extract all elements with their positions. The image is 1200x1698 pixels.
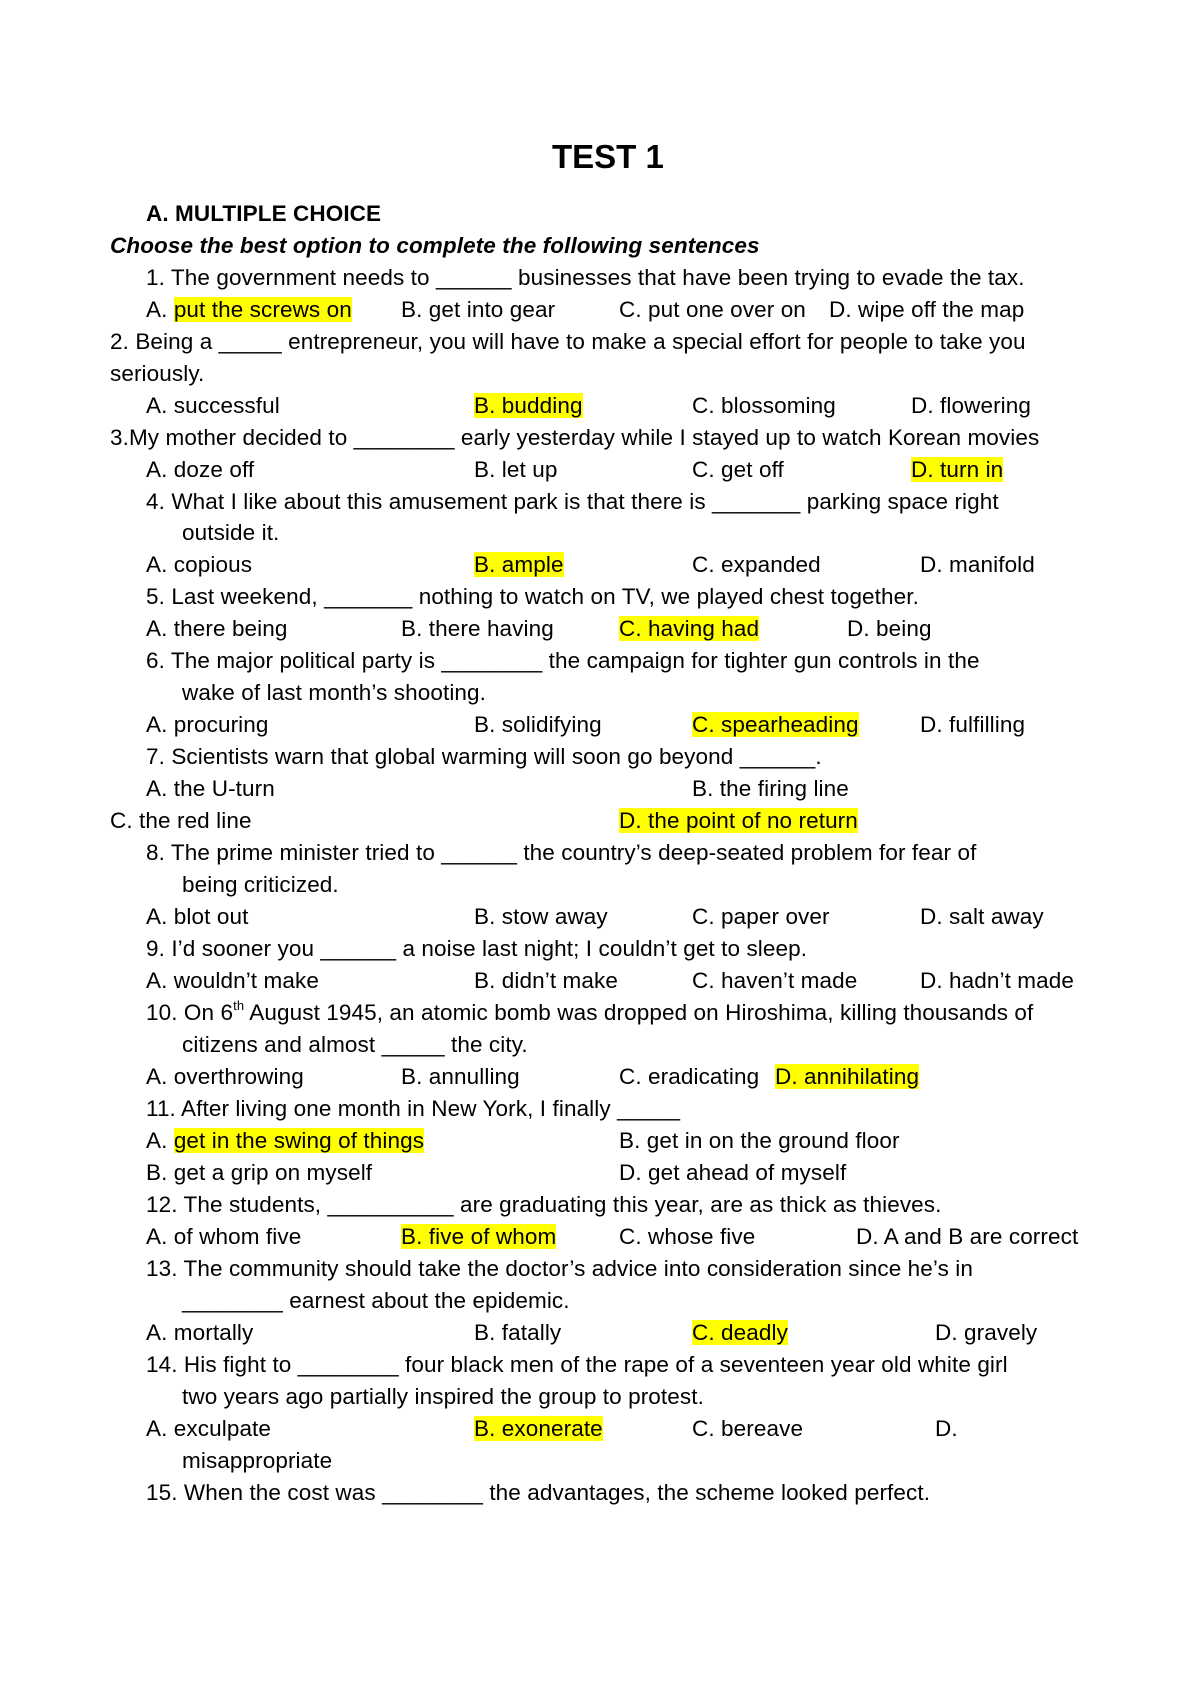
question-5-option-b: B. there having [401,616,554,641]
question-2-option-a: A. successful [146,393,280,418]
question-14-option-b: B. exonerate [474,1416,603,1441]
question-11-option-a: A. get in the swing of things [146,1128,425,1153]
question-8-stem-cont: being criticized. [182,872,339,897]
question-6-option-a: A. procuring [146,712,269,737]
question-14-option-d: D. [935,1416,958,1441]
question-6-stem-cont: wake of last month’s shooting. [182,680,487,705]
question-10-option-c: C. eradicating [619,1064,760,1089]
question-12-option-b: B. five of whom [401,1224,557,1249]
question-10-stem: 10. On 6th August 1945, an atomic bomb was dropped on Hiroshima, killing thousands of [146,997,1034,1025]
question-10-option-d: D. annihilating [775,1064,920,1089]
question-11-option-b: B. get in on the ground floor [619,1128,900,1153]
instruction-text: Choose the best option to complete the following sentences [110,233,760,258]
question-4-option-b: B. ample [474,552,564,577]
question-14-stem-cont: two years ago partially inspired the group to protest. [182,1384,704,1409]
question-5-stem: 5. Last weekend, _______ nothing to watch on TV, we played chest together. [146,584,919,609]
question-9-option-a: A. wouldn’t make [146,968,319,993]
question-8-option-a: A. blot out [146,904,249,929]
question-13-stem: 13. The community should take the doctor’s advice into consideration since he’s in [146,1256,974,1281]
question-7-option-b: B. the firing line [692,776,849,801]
question-7-option-c: C. the red line [110,808,252,833]
question-11-stem: 11. After living one month in New York, I finally _____ [146,1096,681,1121]
question-3-option-b: B. let up [474,457,558,482]
question-14-option-a: A. exculpate [146,1416,272,1441]
question-2-option-c: C. blossoming [692,393,836,418]
question-13-option-b: B. fatally [474,1320,562,1345]
question-8-option-c: C. paper over [692,904,830,929]
question-6-option-b: B. solidifying [474,712,602,737]
question-3-option-a: A. doze off [146,457,255,482]
question-8-option-d: D. salt away [920,904,1044,929]
question-4-option-a: A. copious [146,552,253,577]
question-14-option-d-cont: misappropriate [182,1448,333,1473]
question-11-option-c: B. get a grip on myself [146,1160,373,1185]
question-6-option-c: C. spearheading [692,712,859,737]
question-7-option-a: A. the U-turn [146,776,275,801]
section-heading: A. MULTIPLE CHOICE [146,201,382,226]
correct-answer-highlight: put the screws on [173,297,352,322]
question-3-option-c: C. get off [692,457,784,482]
question-2-option-d: D. flowering [911,393,1031,418]
question-9-option-b: B. didn’t make [474,968,618,993]
question-2-stem: 2. Being a _____ entrepreneur, you will have to make a special effort for people to take you [110,329,1026,354]
question-1-stem: 1. The government needs to ______ businesses that have been trying to evade the tax. [146,265,1025,290]
question-2-option-b: B. budding [474,393,583,418]
question-7-stem: 7. Scientists warn that global warming will soon go beyond ______. [146,744,822,769]
question-4-stem-cont: outside it. [182,520,280,545]
question-2-stem-cont: seriously. [110,361,205,386]
question-13-option-c: C. deadly [692,1320,788,1345]
question-6-stem: 6. The major political party is ________ the campaign for tighter gun controls in the [146,648,980,673]
question-9-option-d: D. hadn’t made [920,968,1074,993]
question-4-option-d: D. manifold [920,552,1035,577]
question-10-option-b: B. annulling [401,1064,520,1089]
question-13-option-a: A. mortally [146,1320,254,1345]
question-11-option-d: D. get ahead of myself [619,1160,847,1185]
page-title: TEST 1 [552,138,664,175]
question-10-stem-cont: citizens and almost _____ the city. [182,1032,528,1057]
question-5-option-d: D. being [847,616,932,641]
question-8-stem: 8. The prime minister tried to ______ the country’s deep-seated problem for fear of [146,840,977,865]
question-10-option-a: A. overthrowing [146,1064,304,1089]
question-3-option-d: D. turn in [911,457,1004,482]
question-4-option-c: C. expanded [692,552,821,577]
question-5-option-c: C. having had [619,616,760,641]
question-12-option-c: C. whose five [619,1224,756,1249]
question-9-option-c: C. haven’t made [692,968,858,993]
question-1-option-d: D. wipe off the map [829,297,1025,322]
question-14-option-c: C. bereave [692,1416,804,1441]
question-15-stem: 15. When the cost was ________ the advantages, the scheme looked perfect. [146,1480,931,1505]
question-12-option-a: A. of whom five [146,1224,302,1249]
question-13-stem-cont: ________ earnest about the epidemic. [182,1288,570,1313]
question-1-option-b: B. get into gear [401,297,556,322]
question-13-option-d: D. gravely [935,1320,1038,1345]
question-1-option-c: C. put one over on [619,297,806,322]
question-4-stem: 4. What I like about this amusement park is that there is _______ parking space right [146,489,999,514]
question-8-option-b: B. stow away [474,904,608,929]
question-3-stem: 3.My mother decided to ________ early yesterday while I stayed up to watch Korean movies [110,425,1040,450]
question-9-stem: 9. I’d sooner you ______ a noise last night; I couldn’t get to sleep. [146,936,808,961]
question-12-stem: 12. The students, __________ are graduating this year, are as thick as thieves. [146,1192,942,1217]
question-7-option-d: D. the point of no return [619,808,858,833]
question-12-option-d: D. A and B are correct [856,1224,1079,1249]
question-1-option-a: A. put the screws on [146,297,352,322]
question-6-option-d: D. fulfilling [920,712,1026,737]
question-5-option-a: A. there being [146,616,288,641]
question-14-stem: 14. His fight to ________ four black men of the rape of a seventeen year old white girl [146,1352,1008,1377]
